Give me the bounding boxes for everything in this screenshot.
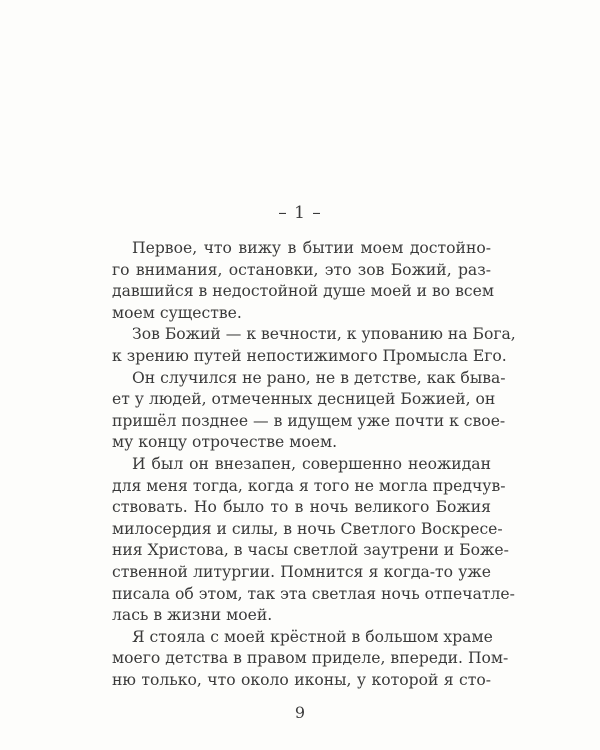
paragraph: [112, 368, 506, 454]
body-text: [112, 238, 516, 691]
chapter-heading: – 1 –: [278, 203, 322, 223]
text-line: ствовать. Но было то в ночь великого Божия: [112, 498, 491, 517]
text-line: И был он внезапен, совершенно неожидан: [132, 454, 491, 473]
text-line: милосердия и силы, в ночь Светлого Воскресе-: [112, 519, 503, 538]
text-line: к зрению путей непостижимого Промысла Его.: [112, 346, 507, 365]
text-line: ет у людей, отмеченных десницей Божией, он: [112, 390, 496, 409]
text-line: му концу отрочестве моем.: [112, 433, 338, 452]
text-line: Он случился не рано, не в детстве, как быва-: [132, 368, 506, 387]
text-line: Я стояла с моей крёстной в большом храме: [132, 627, 493, 646]
paragraph: [112, 238, 495, 324]
paragraph: [112, 454, 515, 627]
text-line: для меня тогда, когда я того не могла предчув-: [112, 476, 506, 495]
text-line: лась в жизни моей.: [112, 606, 273, 625]
text-line: моего детства в правом приделе, впереди. Пом-: [112, 649, 509, 668]
text-line: Зов Божий — к вечности, к упованию на Бога,: [132, 325, 516, 344]
text-line: ню только, что около иконы, у которой я сто-: [112, 670, 491, 689]
text-line: Первое, что вижу в бытии моем достойно-: [132, 239, 491, 257]
text-line: давшийся в недостойной душе моей и во всем: [112, 282, 495, 301]
page-number: 9: [294, 703, 306, 722]
text-line: го внимания, остановки, это зов Божий, раз-: [112, 260, 491, 279]
text-line: ния Христова, в часы светлой заутрени и Боже-: [112, 541, 509, 560]
paragraph: [112, 324, 516, 367]
text-line: моем существе.: [112, 303, 242, 322]
text-line: писала об этом, так эта светлая ночь отпечатле-: [112, 584, 515, 603]
paragraph: [112, 627, 509, 692]
text-line: ственной литургии. Помнится я когда-то уже: [112, 562, 491, 581]
text-line: пришёл позднее — в идущем уже почти к свое-: [112, 411, 506, 430]
